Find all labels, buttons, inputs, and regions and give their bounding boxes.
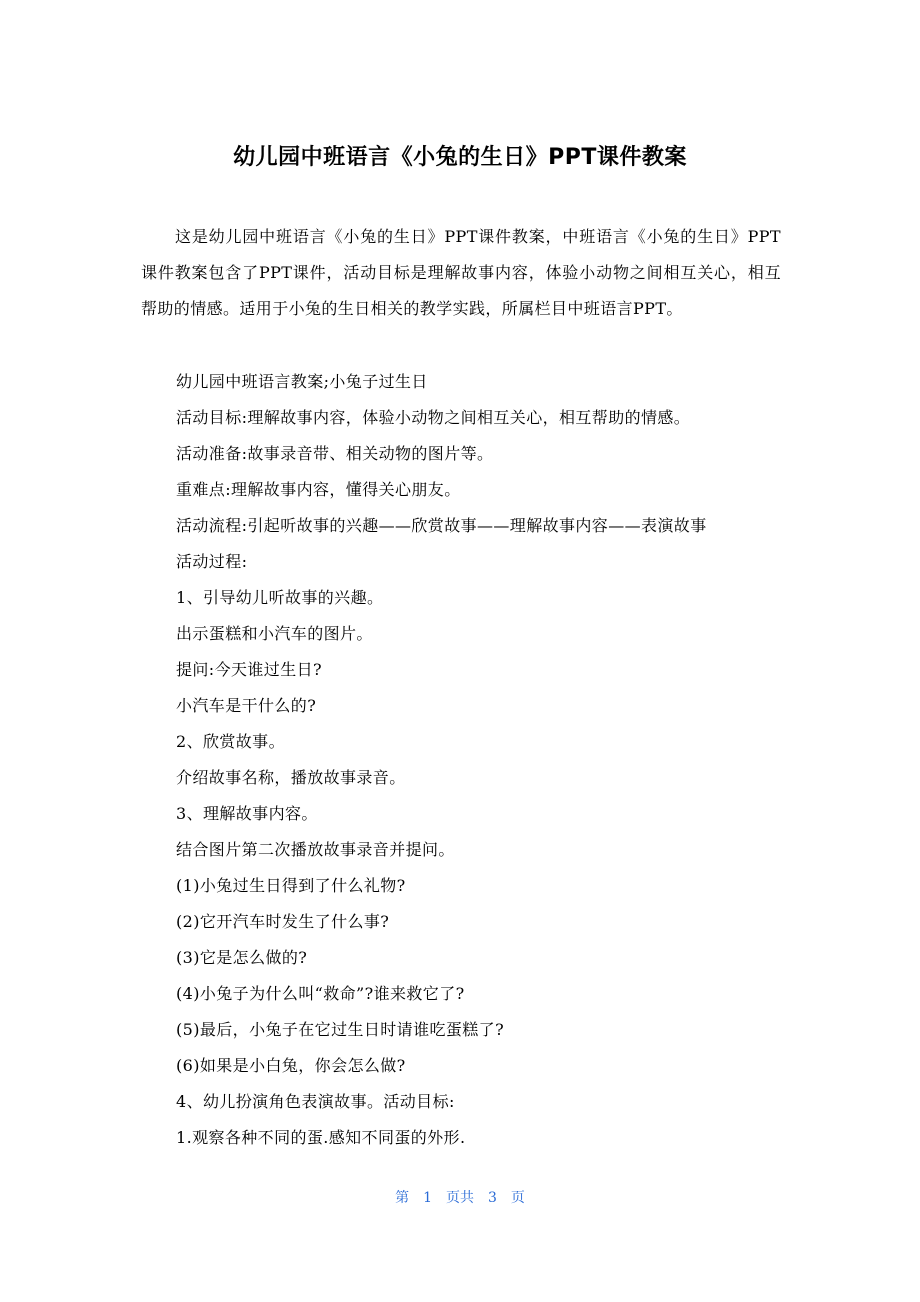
text-line: 小汽车是干什么的? [176, 696, 317, 715]
text-line: 1.观察各种不同的蛋.感知不同蛋的外形. [176, 1128, 466, 1147]
footer-label-end: 页 [510, 1190, 525, 1206]
text-line: 结合图片第二次播放故事录音并提问。 [176, 840, 455, 859]
text-line: 活动流程:引起听故事的兴趣——欣赏故事——理解故事内容——表演故事 [176, 516, 707, 535]
text-line: (5)最后，小兔子在它过生日时请谁吃蛋糕了? [176, 1020, 505, 1039]
text-line: (2)它开汽车时发生了什么事? [176, 912, 390, 931]
footer-label-of: 页共 [446, 1190, 474, 1206]
content-lines [176, 364, 786, 1156]
text-line: 出示蛋糕和小汽车的图片。 [176, 624, 373, 643]
text-line: (3)它是怎么做的? [176, 948, 308, 967]
footer-total-pages: 3 [488, 1190, 497, 1206]
text-line: 提问:今天谁过生日? [176, 660, 322, 679]
text-line: (4)小兔子为什么叫“救命”?谁来救它了? [176, 984, 465, 1003]
text-line: 活动准备:故事录音带、相关动物的图片等。 [176, 444, 494, 463]
text-line: 活动目标:理解故事内容，体验小动物之间相互关心，相互帮助的情感。 [176, 408, 691, 427]
text-line: 2、欣赏故事。 [176, 732, 285, 751]
intro-paragraph: 这是幼儿园中班语言《小兔的生日》PPT课件教案，中班语言《小兔的生日》PPT课件教案包含了PPT课件，活动目标是理解故事内容，体验小动物之间相互关心，相互帮助的情感。适用于小兔的生日相关的教学实践，所属栏目中班语言PPT。 [141, 227, 781, 318]
text-line: (6)如果是小白兔，你会怎么做? [176, 1056, 406, 1075]
document-title: 幼儿园中班语言《小兔的生日》PPT课件教案 [233, 145, 687, 170]
page-footer [0, 1184, 920, 1212]
text-line: 1、引导幼儿听故事的兴趣。 [176, 588, 384, 607]
footer-current-page: 1 [423, 1190, 432, 1206]
footer-label-page: 第 [395, 1190, 410, 1206]
text-line: 重难点:理解故事内容，懂得关心朋友。 [176, 480, 461, 499]
text-line: 介绍故事名称，播放故事录音。 [176, 768, 406, 787]
text-line: (1)小兔过生日得到了什么礼物? [176, 876, 406, 895]
text-line: 幼儿园中班语言教案;小兔子过生日 [176, 372, 428, 391]
text-line: 3、理解故事内容。 [176, 804, 318, 823]
text-line: 4、幼儿扮演角色表演故事。活动目标: [176, 1092, 455, 1111]
text-line: 活动过程: [176, 552, 248, 571]
